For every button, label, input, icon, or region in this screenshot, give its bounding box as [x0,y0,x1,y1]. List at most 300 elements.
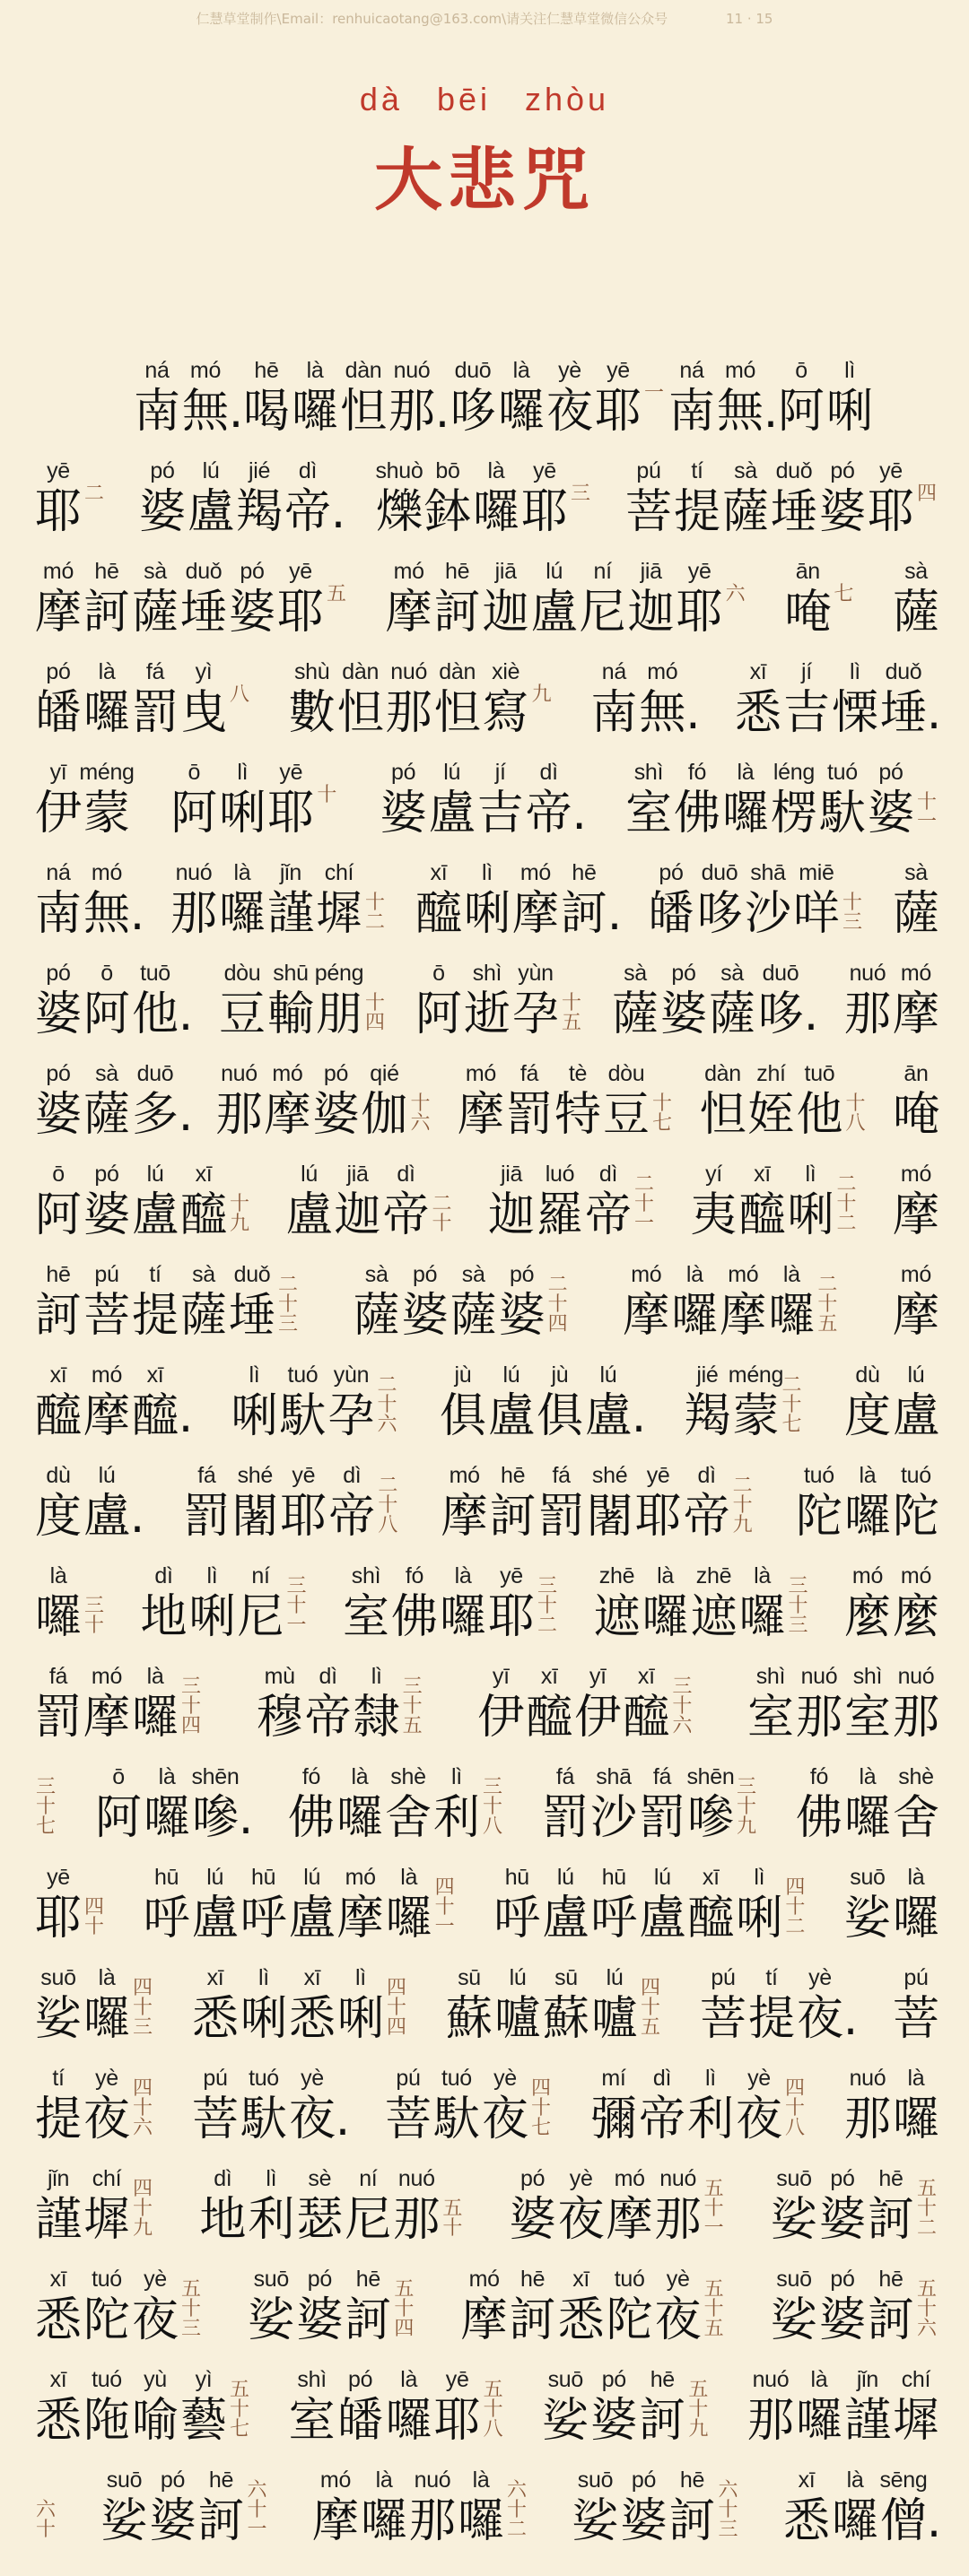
verse-number [726,585,746,605]
character: 悉 [34,2394,82,2448]
verse-number [435,1878,455,1937]
syllable [34,1562,83,1645]
pinyin: lú [606,1965,624,1990]
verse-number-char: 六 [718,2479,738,2502]
phrase [843,960,940,1042]
pinyin: péng [314,961,364,986]
syllable [892,558,940,640]
character: 悉 [34,2293,82,2347]
character: 輸 [266,988,314,1041]
character: 遮 [690,1590,738,1644]
pinyin: mó [319,2467,352,2493]
character: 悉 [288,1992,336,2046]
text-line [34,841,940,942]
syllable [511,859,560,942]
separator-dot: . [842,1992,859,2046]
syllable [584,1362,633,1444]
character: 哆 [756,988,804,1041]
phrase [611,960,817,1042]
verse-number-char: 十 [916,2197,937,2220]
syllable [432,2065,481,2147]
syllable [673,457,721,540]
syllable [170,859,218,942]
title-pinyin-syllable: dà [359,81,403,117]
phrase [476,1663,695,1745]
verse-number [378,1476,397,1536]
character: 逝 [463,988,511,1041]
syllable [450,1261,498,1344]
pinyin: yè [666,2267,690,2292]
character: 盧 [542,1892,589,1945]
verse-number [278,1275,298,1335]
phrase [191,2065,349,2147]
syllable [541,1864,589,1946]
pinyin: sà [364,1262,388,1287]
syllable [892,1964,940,2047]
verse-number [688,2380,708,2440]
phrase [683,1362,805,1444]
character: 阿 [94,1791,142,1845]
character: 薩 [892,586,939,640]
character: 帝 [382,1188,430,1242]
syllable [336,1763,384,1846]
pinyin: lú [556,1865,574,1890]
character: 帝 [584,1188,632,1242]
syllable [546,357,594,439]
verse-number-char: 十 [410,1092,431,1115]
pinyin: chí [324,860,354,885]
syllable [266,859,315,942]
pinyin: sū [458,1965,481,1990]
pinyin: hū [504,1865,529,1890]
character: 罰 [131,686,179,740]
pinyin: sēng [879,2467,928,2493]
character: 罰 [34,1691,82,1745]
syllable [698,1060,746,1143]
character: 醯 [34,1389,82,1443]
syllable [708,960,756,1042]
pinyin: nuó [221,1061,258,1086]
pinyin: lú [907,1362,925,1388]
verse-number-char: 二 [432,1193,452,1215]
pinyin: xī [430,860,448,885]
text-line [34,1444,940,1545]
character: 他 [796,1088,843,1142]
character: 訶 [197,2494,245,2548]
character: 舍 [892,1791,939,1845]
syllable [624,759,673,841]
phrase [34,558,350,640]
phrase [892,1161,940,1243]
syllable [770,457,818,540]
phrase [746,1663,940,1745]
pinyin: pú [711,1965,736,1990]
pinyin: là [472,2467,490,2493]
verse-number [834,585,853,605]
character: 舍 [384,1791,432,1845]
character: 尼 [579,586,626,640]
syllable [288,1864,336,1946]
phrase [441,1462,756,1545]
verse-number-char: 三 [842,911,862,934]
pinyin: jǐn [47,2166,70,2191]
syllable [892,1161,940,1243]
verse-number [704,2180,724,2239]
verse-number [719,2481,738,2540]
pinyin: tuó [614,2267,645,2292]
syllable [670,1261,719,1344]
pinyin: nuó [390,659,428,684]
character: 耶 [34,1892,82,1945]
character: 悉 [191,1992,239,2046]
verse-number-char: 十 [84,1614,105,1637]
pinyin: jù [551,1362,569,1388]
pinyin: mó [272,1061,303,1086]
verse-number-char: 五 [703,2178,724,2200]
syllable [676,558,724,640]
syllable [602,1060,650,1143]
syllable [593,1562,642,1645]
syllable [525,1663,573,1745]
verse-number-char: 十 [377,1394,397,1416]
character: 那 [843,988,891,1041]
pinyin: pó [323,1061,349,1086]
verse-number-char: 五 [703,2278,724,2301]
verse-number [845,1094,865,1134]
verse-number-char: 八 [845,1112,866,1135]
character: 呼 [590,1892,638,1945]
pinyin: mó [724,358,756,383]
verse-number-char: 八 [378,1514,398,1536]
character: 摩 [264,1088,311,1142]
syllable [721,759,770,841]
text-line [34,1946,940,2047]
character: 婆 [818,2293,866,2347]
character: 朋 [315,988,362,1041]
syllable [441,1462,489,1545]
verse-number-char: 五 [688,2379,709,2401]
pinyin: là [657,1563,674,1588]
syllable [654,2165,703,2248]
verse-number-char: 三 [570,483,590,505]
verse-number [84,484,104,504]
pinyin: là [49,1563,67,1588]
syllable [589,1864,638,1946]
verse-number-char: 三 [286,1575,307,1597]
verse-number-char: 十 [916,791,937,814]
verse-number-char: 十 [133,2197,153,2220]
pinyin: tí [691,458,703,483]
character: 怛 [339,385,387,439]
character: 囉 [83,686,130,740]
verse-number-char: 十 [36,2519,57,2541]
phrase [311,2467,530,2549]
verse-number-char: 十 [432,1213,452,1235]
character: 囉 [671,1289,719,1343]
character: 醯 [623,1691,670,1745]
character: 麼 [892,1590,939,1644]
character: 摩 [623,1289,670,1343]
syllable [584,1161,633,1243]
syllable [542,1964,590,2047]
syllable [541,1763,589,1846]
verse-number-char: 五 [327,583,347,605]
pinyin: ná [679,358,704,383]
verse-number-char: 五 [394,2278,415,2301]
character: 無 [181,385,229,439]
verse-number-char: 三 [278,1313,299,1336]
syllable [34,2366,83,2449]
verse-number-char: 二 [634,1173,655,1196]
phrase [449,357,668,439]
character: 婆 [867,787,914,840]
syllable [34,859,83,942]
character: 度 [34,1490,82,1544]
syllable [360,2467,408,2549]
syllable [191,1964,240,2047]
pinyin: zhē [598,1563,635,1588]
verse-number [532,685,552,705]
verse-number-char: 十 [736,1796,756,1818]
phrase [288,658,555,741]
character: 訶 [83,586,130,640]
pinyin: mó [393,559,424,584]
syllable [384,1763,432,1846]
syllable [311,2467,360,2549]
pinyin: xī [540,1664,558,1689]
pinyin: pú [636,458,661,483]
pinyin: pó [150,458,175,483]
title-pinyin-syllable: zhòu [525,81,610,117]
pinyin: mó [345,1865,376,1890]
pinyin: miē [799,860,834,885]
pinyin: pó [94,1162,119,1187]
pinyin: dì [697,1463,716,1488]
character: 耶 [267,787,315,840]
syllable [843,1562,892,1645]
pinyin: pó [160,2467,186,2493]
pinyin: yē [646,1463,670,1488]
syllable [34,1663,83,1745]
syllable [401,1261,450,1344]
verse-number-char: 二 [278,1274,299,1296]
character: 地 [199,2193,247,2247]
syllable [831,658,879,741]
character: 囉 [360,2494,407,2548]
character: 盧 [285,1188,333,1242]
character: 他 [131,988,179,1041]
character: 孕 [511,988,559,1041]
verse-number-char: 十 [672,1695,693,1718]
verse-number-char: 一 [703,2217,724,2240]
syllable [228,1261,276,1344]
text-line [34,540,940,640]
syllable [360,1060,408,1143]
syllable [266,759,315,841]
syllable [339,357,388,439]
syllable [892,1462,940,1545]
syllable [482,658,530,741]
phrase [34,2366,253,2449]
pinyin: duō [454,358,492,383]
verse-number-char: 三 [537,1575,558,1597]
phrase [94,1763,252,1846]
syllable [659,960,708,1042]
verse-number [410,1094,430,1134]
phrase [777,357,874,439]
character: 哆 [449,385,496,439]
character: 南 [590,686,638,740]
pinyin: jiā [500,1162,523,1187]
syllable [336,1964,385,2047]
pinyin: hū [251,1865,276,1890]
character: 沙 [744,887,791,941]
character: 薩 [131,586,179,640]
phrase [892,1261,940,1344]
syllable [34,1964,83,2047]
syllable [439,1562,487,1645]
character: 菩 [699,1992,746,2046]
character: 楞 [770,787,817,840]
pinyin: xiè [492,659,520,684]
character: 陁 [83,2394,130,2448]
syllable [179,558,228,640]
character: 罰 [537,1490,585,1544]
verse-number [181,1677,201,1736]
separator-dot: . [763,385,779,439]
verse-number-char: 二 [378,1475,398,1497]
pinyin: mí [601,2066,626,2091]
syllable [83,658,131,741]
character: 薩 [83,1088,130,1142]
syllable [131,1663,179,1745]
syllable [536,1161,584,1243]
syllable [94,1763,143,1846]
pinyin: chí [901,2367,931,2392]
verse-number-char: 五 [230,2379,250,2401]
syllable [611,960,659,1042]
text-line [34,1846,940,1946]
syllable [686,1864,735,1946]
phrase [647,859,866,942]
character: 耶 [867,485,914,539]
pinyin: mó [519,860,552,885]
character: 囉 [34,1590,82,1644]
verse-number [737,1778,756,1837]
verse-number-char: 二 [547,1274,568,1296]
verse-number-char: 六 [916,2318,937,2340]
verse-number [84,1898,104,1937]
syllable [783,558,832,640]
pinyin: dàn [342,659,380,684]
character: 帝 [304,1691,352,1745]
syllable [716,357,764,439]
character: 藝 [179,2394,227,2448]
verse-number-char: 三 [482,1776,502,1798]
phrase [170,859,388,942]
phrase [138,457,345,540]
text-line [34,1143,940,1243]
character: 嚧 [493,1992,541,2046]
syllable [690,1562,738,1645]
separator-dot: . [178,988,194,1041]
character: 佛 [390,1590,438,1644]
pinyin: pó [46,1061,71,1086]
verse-number-char: 十 [688,2398,709,2421]
phrase [218,960,388,1042]
syllable [276,558,325,640]
syllable [344,2266,392,2348]
character: 伊 [477,1691,525,1745]
verse-number-char: 十 [230,1193,250,1215]
pinyin: yē [500,1563,523,1588]
pinyin: shè [898,1764,934,1789]
pinyin: tuó [901,1463,931,1488]
verse-number-char: 十 [718,2499,738,2521]
character: 訶 [433,586,481,640]
pinyin: lì [705,2066,716,2091]
pinyin: ní [359,2166,378,2191]
character: 婆 [620,2494,668,2548]
text-line [34,1645,940,1745]
character: 那 [393,2193,441,2247]
verse-number-char: 一 [644,382,665,405]
character: 盧 [892,1389,939,1443]
syllable [353,1663,401,1745]
character: 慄 [831,686,878,740]
pinyin: sà [904,860,928,885]
syllable [34,1864,83,1946]
character: 蘇 [445,1992,493,2046]
character: 豆 [218,988,266,1041]
phrase [460,2266,728,2348]
verse-number-char: 二 [377,1374,397,1397]
character: 數 [288,686,336,740]
character: 那 [388,385,435,439]
syllable [744,859,792,942]
verse-number-char: 三 [181,2318,202,2340]
pinyin: mó [468,2267,500,2292]
character: 訶 [867,2293,914,2347]
pinyin: lì [206,1563,218,1588]
syllable [493,1964,542,2047]
pinyin: shū [273,961,309,986]
verse-number-char: 三 [718,2519,738,2541]
syllable [79,759,135,841]
syllable [634,1462,683,1545]
pinyin: ān [795,559,820,584]
pinyin: dì [598,1162,618,1187]
syllable [34,2266,83,2348]
syllable [288,658,336,741]
pinyin: yē [47,1865,70,1890]
phrase [34,1663,205,1745]
pinyin: pú [94,1262,119,1287]
pinyin: jié [696,1362,719,1388]
character: 悉 [557,2293,605,2347]
character: 隸 [353,1691,400,1745]
pinyin: jǐn [279,860,302,885]
verse-number-char: 一 [247,2519,267,2541]
syllable [240,1864,288,1946]
pinyin: suō [776,2166,812,2191]
phrase [415,859,621,942]
verse-number-char: 七 [230,2418,250,2441]
character: 呼 [493,1892,541,1945]
verse-number-char: 五 [703,2318,724,2340]
pinyin: shé [591,1463,628,1488]
character: 摩 [511,887,559,941]
